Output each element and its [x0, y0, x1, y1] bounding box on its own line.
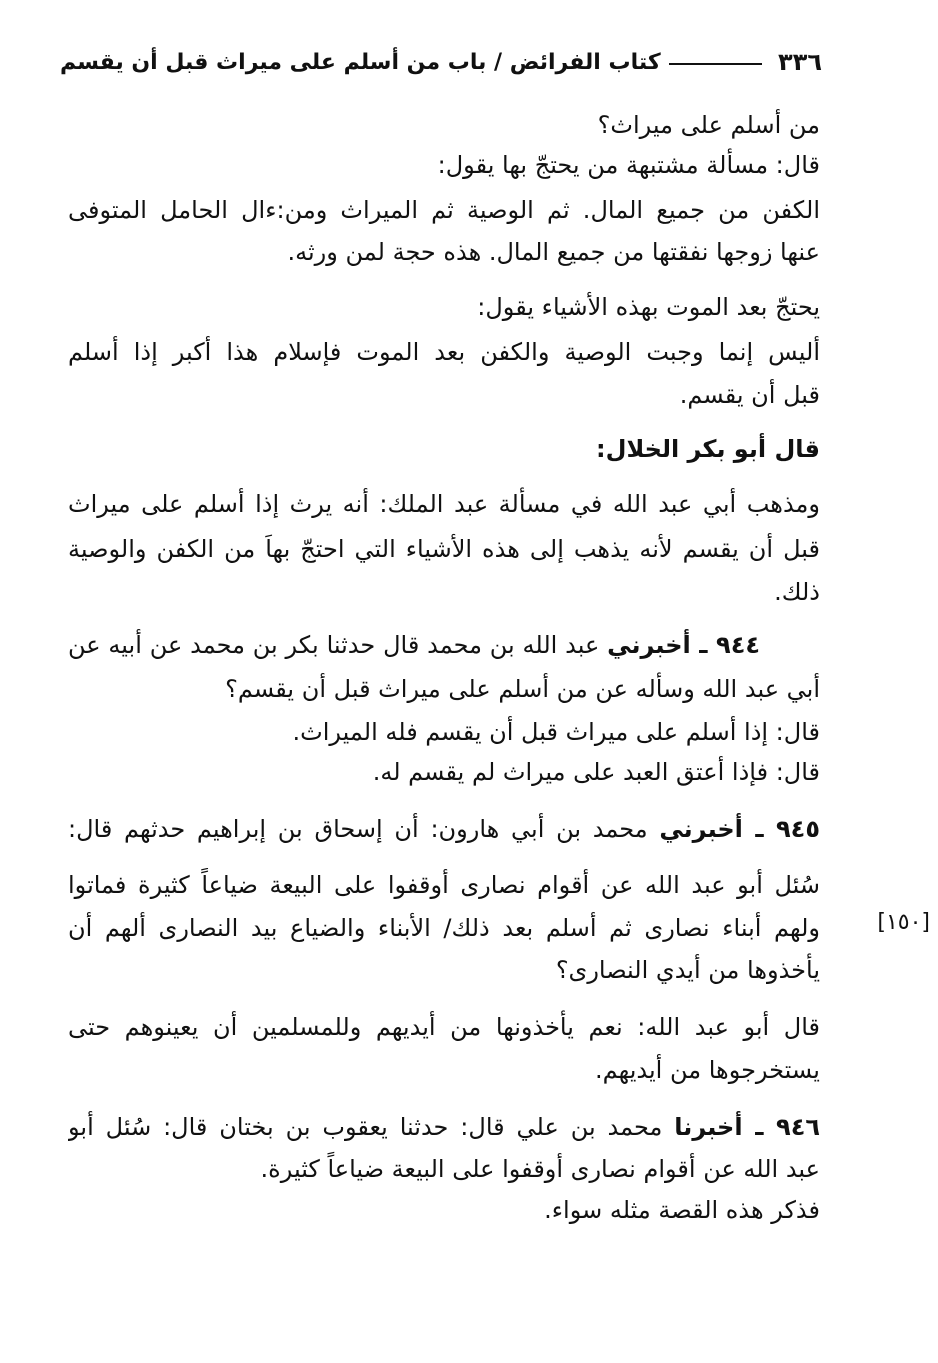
text-line: ولهم أبناء نصارى ثم أسلم بعد ذلك/ الأبناء والضياع بيد النصارى ألهم أن	[68, 914, 820, 942]
text-span: محمد بن علي قال: حدثنا يعقوب بن بختان قال: سُئل أبو	[68, 1113, 675, 1141]
text-line: ومذهب أبي عبد الله في مسألة عبد الملك: أنه يرث إذا أسلم على ميراث	[68, 490, 820, 518]
text-line: قال: مسألة مشتبهة من يحتجّ بها يقول:	[437, 151, 820, 179]
text-line: عبد الله عن أقوام نصارى أوقفوا على البيعة ضياعاً كثيرة.	[260, 1155, 820, 1183]
text-line: يأخذوها من أيدي النصارى؟	[555, 956, 820, 984]
text-line: الكفن من جميع المال. ثم الوصية ثم الميراث ومن:ءال الحامل المتوفى	[68, 196, 820, 224]
running-title: كتاب الفرائض / باب من أسلم على ميراث قبل أن يقسم	[60, 49, 661, 75]
text-line: من أسلم على ميراث؟	[597, 111, 820, 139]
text-line: ذلك.	[774, 578, 820, 606]
running-header	[60, 42, 822, 82]
text-line: قال أبو عبد الله: نعم يأخذونها من أيديهم وللمسلمين أن يعينوهم حتى	[68, 1013, 820, 1041]
text-line: سُئل أبو عبد الله عن أقوام نصارى أوقفوا على البيعة ضياعاً كثيرة فماتوا	[68, 871, 820, 899]
text-line: قبل أن يقسم.	[679, 381, 820, 409]
section-heading: قال أبو بكر الخلال:	[596, 435, 820, 463]
text-line: أبي عبد الله وسأله عن من أسلم على ميراث قبل أن يقسم؟	[225, 675, 820, 703]
text-span: عبد الله بن محمد قال حدثنا بكر بن محمد عن أبيه عن	[68, 631, 608, 659]
text-line: فذكر هذه القصة مثله سواء.	[544, 1196, 820, 1224]
text-span: محمد بن أبي هارون: أن إسحاق بن إبراهيم حدثهم قال:	[68, 815, 660, 843]
text-line: قال: فإذا أعتق العبد على ميراث لم يقسم له.	[372, 758, 820, 786]
text-line: يحتجّ بعد الموت بهذه الأشياء يقول:	[477, 293, 820, 321]
hadith-number: ٩٤٥ ـ أخبرني	[659, 815, 820, 843]
text-line: قبل أن يقسم لأنه يذهب إلى هذه الأشياء التي احتجّ بهاَ من الكفن والوصية	[68, 535, 820, 563]
margin-page-note: [١٥٠]	[877, 910, 930, 935]
text-line: قال: إذا أسلم على ميراث قبل أن يقسم فله الميراث.	[292, 718, 820, 746]
page-number: ٣٣٦	[778, 48, 822, 76]
text-line: أليس إنما وجبت الوصية والكفن بعد الموت فإسلام هذا أكبر إذا أسلم	[68, 338, 820, 366]
hadith-number: ٩٤٦ ـ أخبرنا	[674, 1113, 820, 1141]
hadith-946-line	[68, 1110, 820, 1146]
text-line: يستخرجوها من أيديهم.	[595, 1056, 820, 1084]
header-rule	[669, 63, 762, 65]
text-line: عنها زوجها نفقتها من جميع المال. هذه حجة لمن ورثه.	[287, 238, 820, 266]
hadith-945-line	[68, 812, 820, 848]
hadith-944-line	[68, 628, 760, 664]
hadith-number: ٩٤٤ ـ أخبرني	[607, 631, 760, 659]
